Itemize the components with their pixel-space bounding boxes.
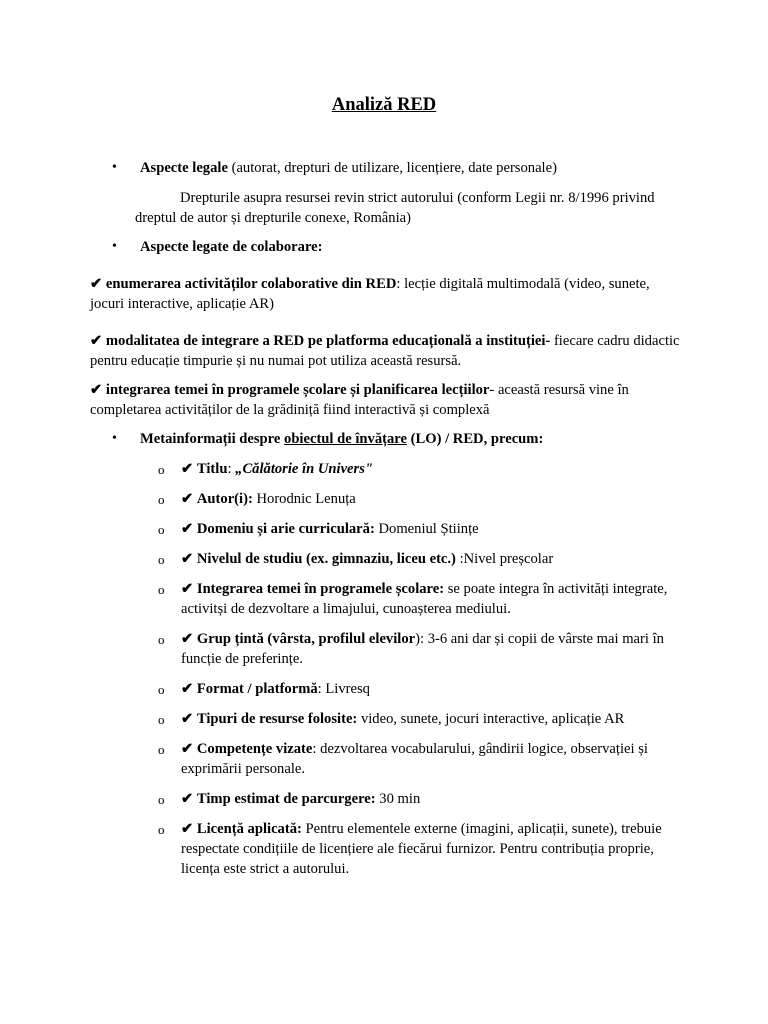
check-icon: ✔: [181, 631, 194, 647]
meta-item-value: video, sunete, jocuri interactive, aplicație AR: [360, 711, 625, 727]
meta-item-label: Domeniu și arie curriculară:: [196, 521, 375, 537]
circle-bullet: o: [158, 522, 165, 537]
meta-label-after: (LO) / RED, precum:: [406, 431, 544, 447]
meta-item-label: Grup țintă (vârsta, profilul elevilor: [196, 631, 416, 647]
meta-item-sep: :: [312, 741, 321, 757]
collab-heading: [140, 237, 700, 257]
meta-item-value: „Călătorie în Univers": [235, 461, 373, 477]
meta-item-value: Livresq: [325, 681, 370, 697]
legal-label: Aspecte legale: [140, 160, 228, 176]
legal-detail: (autorat, drepturi de utilizare, licențiere, date personale): [227, 160, 557, 176]
check-icon: ✔: [90, 382, 103, 398]
check-icon: ✔: [181, 491, 194, 507]
meta-item-value: se poate integra în activități integrate, activitși de dezvoltare a limajului, cunoașterea mediului.: [181, 581, 668, 617]
collab-item-text: această resursă vine în completarea activităților de la grădiniță fiind interactivă și complexă: [90, 382, 629, 418]
meta-label-before: Metainformații despre: [140, 431, 285, 447]
meta-label-underlined: obiectul de învățare: [284, 431, 407, 447]
collab-item-label: integrarea temei în programele școlare și planificarea lecțiilor: [105, 382, 490, 398]
meta-item-sep: :: [455, 551, 464, 567]
meta-item-value: Horodnic Lenuța: [256, 491, 356, 507]
check-icon: ✔: [181, 581, 194, 597]
meta-item-label: Tipuri de resurse folosite:: [196, 711, 358, 727]
check-icon: ✔: [181, 741, 194, 757]
meta-item-label: Licență aplicată:: [196, 821, 302, 837]
circle-bullet: o: [158, 712, 165, 727]
page-title: Analiză RED: [331, 95, 437, 115]
collab-item-text: lecție digitală multimodală (video, sunete, jocuri interactive, aplicație AR): [90, 276, 650, 312]
meta-item: [181, 629, 681, 669]
circle-bullet: o: [158, 792, 165, 807]
meta-item-value: Nivel preșcolar: [463, 551, 554, 567]
meta-item-value: Domeniul Științe: [378, 521, 479, 537]
collab-item-sep: -: [545, 333, 551, 349]
collab-item: [90, 274, 680, 314]
circle-bullet: o: [158, 822, 165, 837]
circle-bullet: o: [158, 742, 165, 757]
meta-item-label: Autor(i):: [196, 491, 253, 507]
meta-item: [181, 549, 681, 569]
collab-item-sep: -: [489, 382, 495, 398]
meta-item-label: Competențe vizate: [196, 741, 313, 757]
check-icon: ✔: [181, 821, 194, 837]
check-icon: ✔: [181, 461, 194, 477]
meta-item-label: Integrarea temei în programele școlare:: [196, 581, 445, 597]
collab-item-text: fiecare cadru didactic pentru educație timpurie și nu numai pot utiliza această resursă.: [90, 333, 680, 369]
collab-item: [90, 380, 680, 420]
check-icon: ✔: [181, 711, 194, 727]
meta-item: [181, 679, 681, 699]
check-icon: ✔: [181, 551, 194, 567]
legal-heading: [140, 158, 700, 178]
bullet-dot: •: [112, 239, 117, 254]
meta-item-value: 30 min: [379, 791, 421, 807]
meta-item-value: Pentru elementele externe (imagini, aplicații, sunete), trebuie respectate condițiile de licențiere ale fiecărui furnizor. Pentru contribuția proprie, licența este strict a autorului.: [181, 821, 662, 877]
collab-item-label: modalitatea de integrare a RED pe platforma educațională a instituției: [105, 333, 546, 349]
circle-bullet: o: [158, 682, 165, 697]
meta-item-label: Titlu: [196, 461, 228, 477]
meta-item-value: 3-6 ani dar și copii de vârste mai mari în funcție de preferințe.: [181, 631, 664, 667]
meta-heading: [140, 429, 700, 449]
circle-bullet: o: [158, 582, 165, 597]
meta-item-label: Nivelul de studiu (ex. gimnaziu, liceu etc.): [196, 551, 456, 567]
meta-item-label: Timp estimat de parcurgere:: [196, 791, 376, 807]
circle-bullet: o: [158, 492, 165, 507]
collab-item-sep: :: [396, 276, 401, 292]
check-icon: ✔: [181, 681, 194, 697]
bullet-dot: •: [112, 431, 117, 446]
meta-item: [181, 739, 681, 779]
meta-item: [181, 789, 681, 809]
meta-item-value: dezvoltarea vocabularului, gândirii logice, observației și exprimării personale.: [181, 741, 648, 777]
meta-item-label: Format / platformă: [196, 681, 318, 697]
meta-item-sep: :: [317, 681, 326, 697]
check-icon: ✔: [90, 276, 103, 292]
circle-bullet: o: [158, 462, 165, 477]
bullet-dot: •: [112, 160, 117, 175]
meta-item: [181, 459, 681, 479]
check-icon: ✔: [181, 791, 194, 807]
meta-item: [181, 519, 681, 539]
meta-item: [181, 579, 681, 619]
check-icon: ✔: [90, 333, 103, 349]
check-icon: ✔: [181, 521, 194, 537]
legal-paragraph: Drepturile asupra resursei revin strict autorului (conform Legii nr. 8/1996 privind dreptul de autor și drepturile conexe, România): [135, 190, 655, 226]
collab-item: [90, 331, 680, 371]
meta-item-sep: :: [227, 461, 236, 477]
meta-item: [181, 709, 681, 729]
circle-bullet: o: [158, 552, 165, 567]
collab-label: Aspecte legate de colaborare:: [140, 239, 323, 255]
circle-bullet: o: [158, 632, 165, 647]
collab-item-label: enumerarea activităților colaborative din RED: [105, 276, 397, 292]
meta-item: [181, 819, 681, 879]
meta-item: [181, 489, 681, 509]
meta-item-sep: ):: [415, 631, 428, 647]
